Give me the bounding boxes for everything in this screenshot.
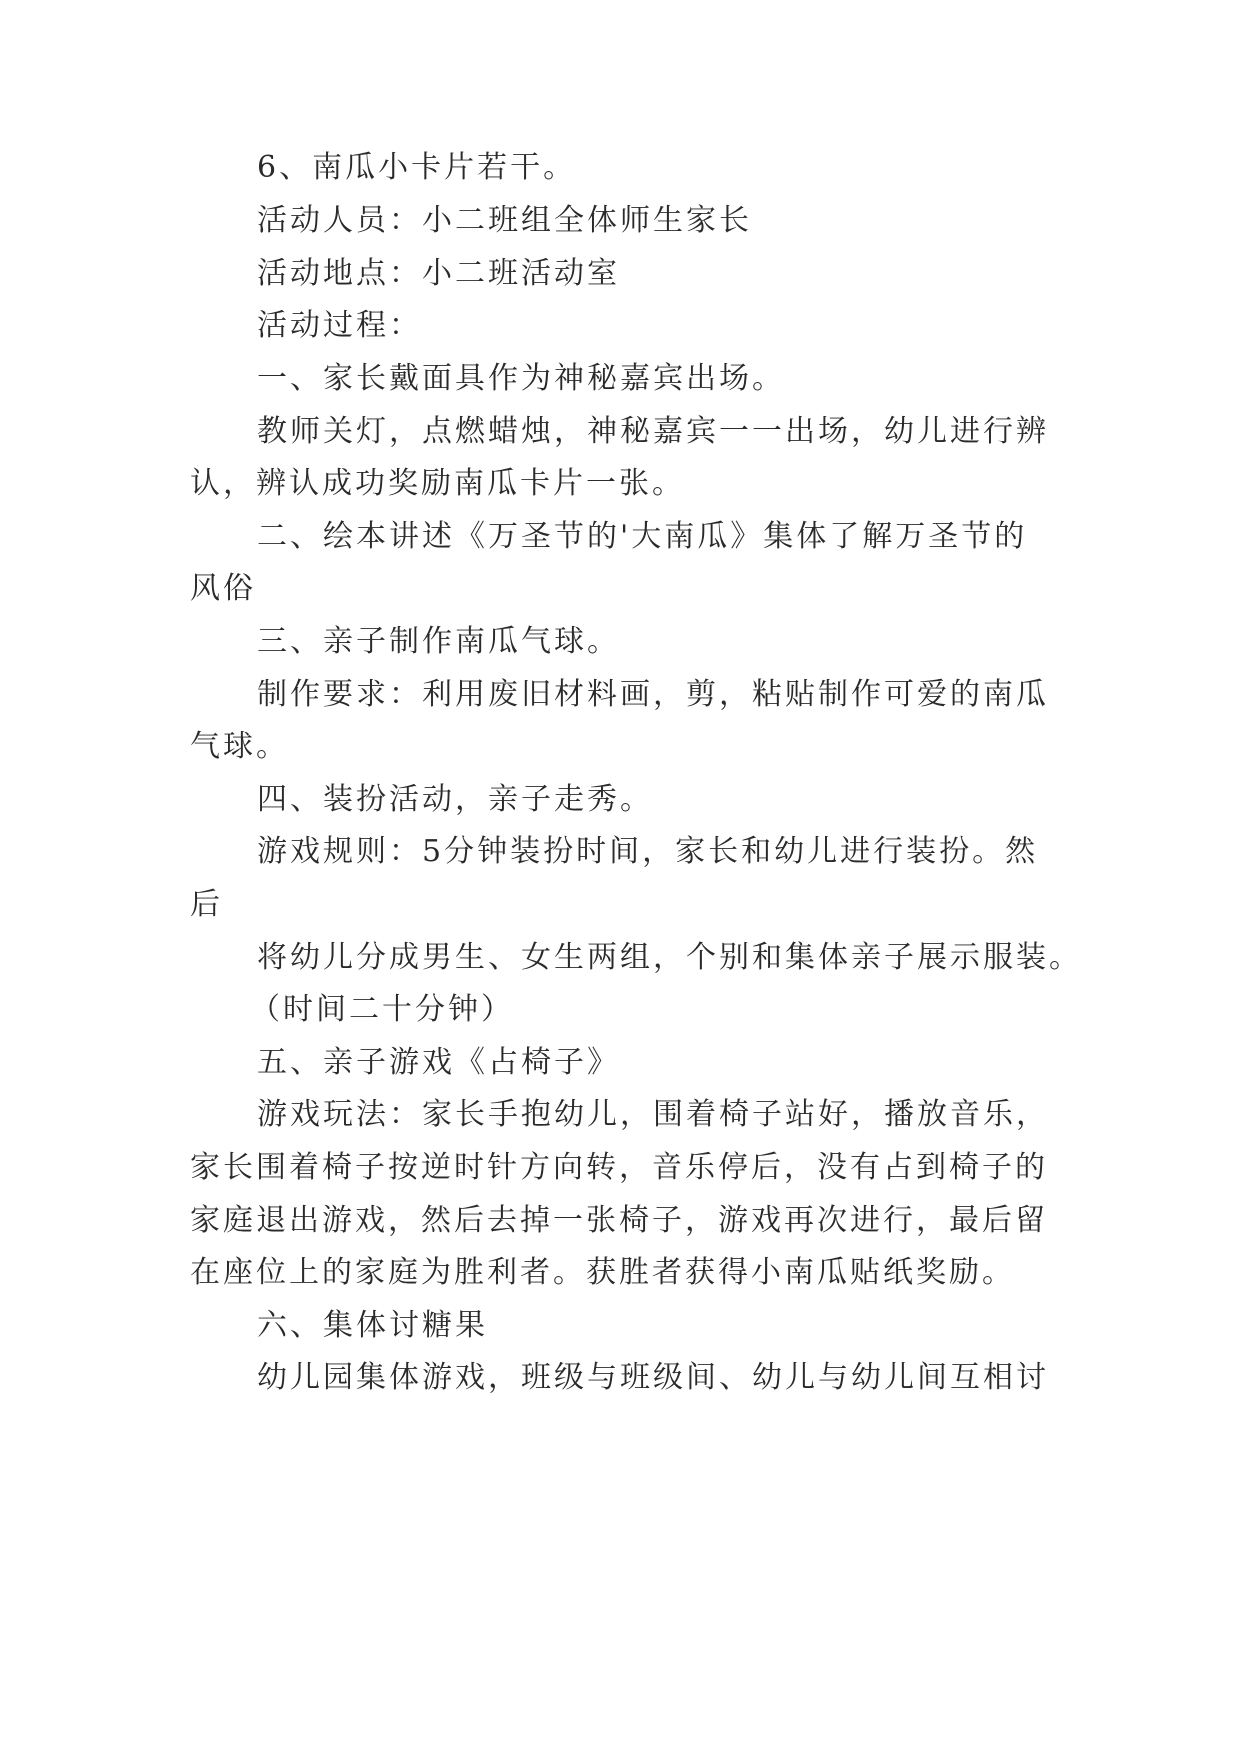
text-line: 三、亲子制作南瓜气球。 <box>257 624 620 659</box>
text-line: 制作要求：利用废旧材料画，剪，粘贴制作可爱的南瓜 <box>257 677 1049 712</box>
text-line: 后 <box>190 887 223 922</box>
text-line: 将幼儿分成男生、女生两组，个别和集体亲子展示服装。 <box>257 940 1082 975</box>
text-line: 游戏玩法：家长手抱幼儿，围着椅子站好，播放音乐， <box>257 1097 1049 1132</box>
text-line: 家长围着椅子按逆时针方向转，音乐停后，没有占到椅子的 <box>190 1150 1048 1185</box>
text-line: 一、家长戴面具作为神秘嘉宾出场。 <box>257 361 785 396</box>
text-line: 活动地点：小二班活动室 <box>257 256 620 291</box>
text-line: 认，辨认成功奖励南瓜卡片一张。 <box>190 466 685 501</box>
text-line: 气球。 <box>190 729 289 764</box>
text-line: 活动人员：小二班组全体师生家长 <box>257 203 752 238</box>
text-line: 6、南瓜小卡片若干。 <box>257 150 577 185</box>
text-line: 五、亲子游戏《占椅子》 <box>257 1045 620 1080</box>
text-line: 四、装扮活动，亲子走秀。 <box>257 782 653 817</box>
text-line: 教师关灯，点燃蜡烛，神秘嘉宾一一出场，幼儿进行辨 <box>257 414 1049 449</box>
text-line: 风俗 <box>190 571 256 606</box>
text-line: 在座位上的家庭为胜利者。获胜者获得小南瓜贴纸奖励。 <box>190 1255 1015 1290</box>
text-line: （时间二十分钟） <box>250 992 514 1027</box>
text-line: 家庭退出游戏，然后去掉一张椅子，游戏再次进行，最后留 <box>190 1203 1048 1238</box>
text-line: 游戏规则：5分钟装扮时间，家长和幼儿进行装扮。然 <box>257 834 1039 869</box>
text-line: 活动过程： <box>257 308 422 343</box>
text-line: 二、绘本讲述《万圣节的'大南瓜》集体了解万圣节的 <box>257 519 1028 554</box>
text-line: 幼儿园集体游戏，班级与班级间、幼儿与幼儿间互相讨 <box>257 1360 1049 1395</box>
text-line: 六、集体讨糖果 <box>257 1308 488 1343</box>
